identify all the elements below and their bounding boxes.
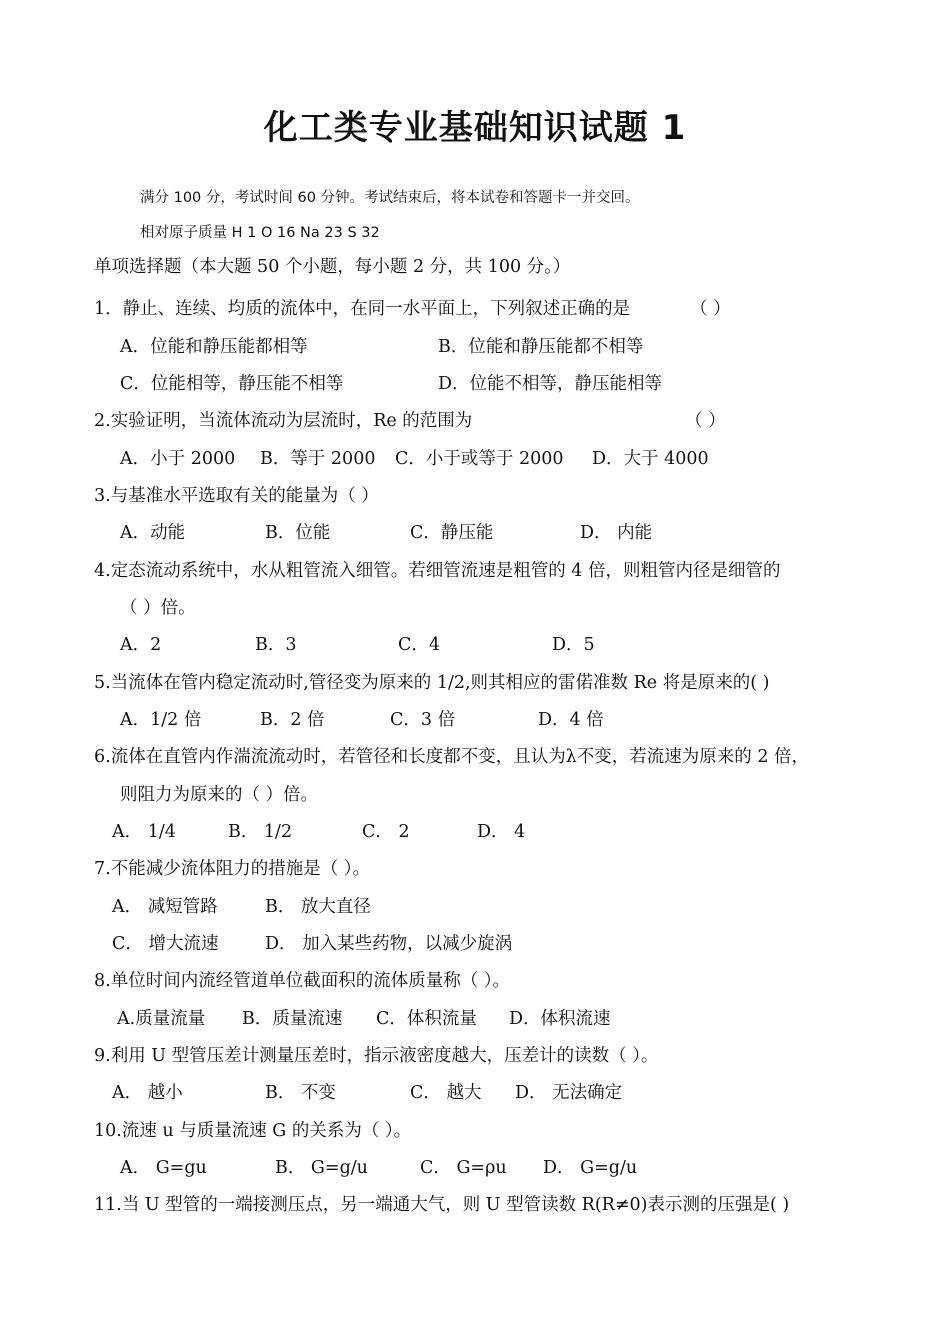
question-6-option-c: C． 2 — [362, 822, 410, 842]
question-7-option-a: A． 减短管路 — [112, 897, 218, 917]
question-10-option-b: B． G=g/u — [275, 1158, 368, 1178]
question-6-option-b: B． 1/2 — [228, 822, 293, 842]
question-10-option-c: C． G=ρu — [420, 1158, 507, 1178]
question-9-option-b: B． 不变 — [265, 1083, 336, 1103]
question-5-option-c: C．3 倍 — [390, 710, 456, 730]
question-7-option-c: C． 增大流速 — [112, 934, 219, 954]
question-8-stem: 8.单位时间内流经管道单位截面积的流体质量称（ ）。 — [94, 971, 511, 991]
question-2-option-b: B．等于 2000 — [260, 449, 376, 469]
question-1-option-a: A．位能和静压能都相等 — [120, 337, 308, 357]
question-7-option-b: B． 放大直径 — [265, 897, 371, 917]
question-5-option-d: D．4 倍 — [538, 710, 604, 730]
atomic-masses: 相对原子质量 H 1 O 16 Na 23 S 32 — [140, 225, 380, 241]
question-4-option-c: C．4 — [398, 635, 441, 655]
question-4-option-b: B．3 — [255, 635, 297, 655]
question-7-stem: 7.不能减少流体阻力的措施是（ ）。 — [94, 859, 371, 879]
question-6-option-d: D． 4 — [477, 822, 526, 842]
question-8-option-b: B．质量流速 — [242, 1009, 343, 1029]
question-3-option-b: B．位能 — [265, 523, 331, 543]
question-4-stem-continued: （ ）倍。 — [120, 598, 196, 618]
question-6-stem-continued: 则阻力为原来的（ ）倍。 — [120, 785, 319, 805]
question-4-option-a: A．2 — [120, 635, 162, 655]
question-10-stem: 10.流速 u 与质量流速 G 的关系为（ ）。 — [94, 1121, 412, 1141]
question-3-option-d: D． 内能 — [580, 523, 653, 543]
question-4-stem: 4.定态流动系统中，水从粗管流入细管。若细管流速是粗管的 4 倍，则粗管内径是细管的 — [94, 561, 781, 581]
question-5-option-b: B．2 倍 — [260, 710, 325, 730]
question-2-option-a: A．小于 2000 — [120, 449, 236, 469]
question-9-stem: 9.利用 U 型管压差计测量压差时，指示液密度越大，压差计的读数（ ）。 — [94, 1046, 659, 1066]
question-2-option-c: C．小于或等于 2000 — [395, 449, 564, 469]
page-title: 化工类专业基础知识试题 1 — [263, 108, 687, 148]
question-6-stem: 6.流体在直管内作湍流流动时，若管径和长度都不变，且认为λ不变，若流速为原来的 2 倍， — [94, 747, 810, 767]
question-9-option-d: D． 无法确定 — [515, 1083, 623, 1103]
question-3-stem: 3.与基准水平选取有关的能量为（ ） — [94, 486, 379, 506]
section-heading: 单项选择题（本大题 50 个小题，每小题 2 分，共 100 分。） — [94, 257, 571, 277]
question-3-option-a: A．动能 — [120, 523, 186, 543]
question-2-answer-blank: （ ） — [685, 411, 726, 431]
question-3-option-c: C．静压能 — [410, 523, 494, 543]
question-10-option-d: D． G=g/u — [543, 1158, 638, 1178]
question-1-answer-blank: （ ） — [690, 299, 731, 319]
question-8-option-c: C．体积流量 — [376, 1009, 477, 1029]
question-8-option-a: A.质量流量 — [117, 1009, 206, 1029]
question-11-stem: 11.当 U 型管的一端接测压点，另一端通大气，则 U 型管读数 R(R≠0)表示测的压强是( ) — [94, 1195, 790, 1215]
question-5-stem: 5.当流体在管内稳定流动时,管径变为原来的 1/2,则其相应的雷偌准数 Re 将是原来的( ) — [94, 673, 770, 693]
question-2-stem: 2.实验证明，当流体流动为层流时，Re 的范围为 — [94, 411, 473, 431]
exam-instructions: 满分 100 分，考试时间 60 分钟。考试结束后，将本试卷和答题卡一并交回。 — [140, 190, 640, 206]
question-6-option-a: A． 1/4 — [112, 822, 176, 842]
question-8-option-d: D．体积流速 — [509, 1009, 611, 1029]
question-5-option-a: A．1/2 倍 — [120, 710, 202, 730]
question-7-option-d: D． 加入某些药物，以减少旋涡 — [265, 934, 513, 954]
question-1-option-c: C．位能相等，静压能不相等 — [120, 374, 344, 394]
question-9-option-c: C． 越大 — [410, 1083, 482, 1103]
question-1-stem: 1．静止、连续、均质的流体中，在同一水平面上，下列叙述正确的是 — [94, 299, 631, 319]
question-2-option-d: D．大于 4000 — [592, 449, 709, 469]
question-1-option-b: B．位能和静压能都不相等 — [438, 337, 644, 357]
question-1-option-d: D．位能不相等，静压能相等 — [438, 374, 663, 394]
question-4-option-d: D．5 — [552, 635, 595, 655]
question-9-option-a: A． 越小 — [112, 1083, 183, 1103]
question-10-option-a: A． G=gu — [120, 1158, 207, 1178]
